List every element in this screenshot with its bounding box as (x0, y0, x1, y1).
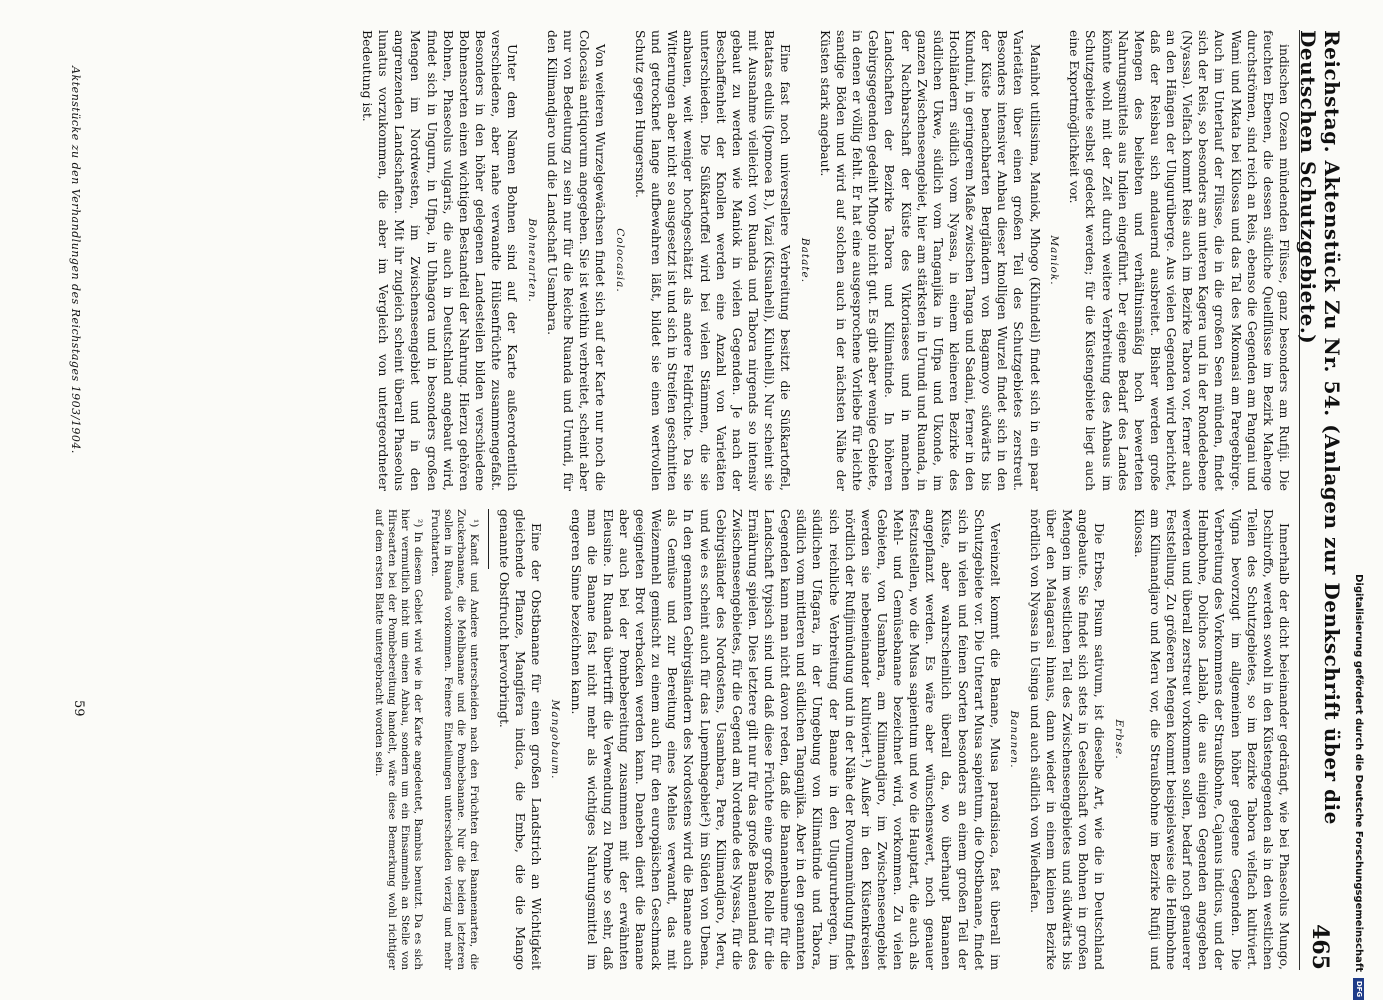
section-heading-batate: Batate. (798, 237, 811, 284)
footnote: ²) In diesem Gebiet wird wie in der Karte angedeutet, Bambus benutzt. Da es sich hier vermutlich nicht um einen Anbau, sondern um ein Einsammeln an Stelle von Hirsearten bei der Pombebereitung handelt, wäre diese Bemerkung wohl richtiger auf dem ersten Blatte untergebracht worden sein. (372, 509, 424, 970)
footnote-rule (488, 509, 489, 569)
section-heading-bohnenarten: Bohnenarten. (525, 218, 538, 303)
paragraph: Innerhalb der dicht beieinander gedrängt, wie bei Phaseolus Mungo, Dschiroffo, werden sowohl in den Küstengegenden als in den westlichen Teilen des Schutzgebietes, so im Bezirke Tabora vielfach kultiviert. Vigna bevorzugt im allgemeinen höher gelegene Gegenden. Die Verbreitung des Vorkommens der Straußbohne, Cajanus indicus, und der Helmbohne, Dolichos Lablab, die aus einigen Gegenden angegeben werden und überall zerstreut vorkommen sollen, bedarf noch genauerer Feststellung. Zu größeren Mengen kommt beispielsweise die Helmbohne am Kilimandjaro und Meru vor, die Straußbohne im Bezirke Rufiji und Kilossa. (1131, 509, 1292, 970)
dfg-logo-icon: DFG (1354, 978, 1365, 1000)
section-heading-bananen: Bananen. (1008, 710, 1021, 769)
footer-page-number: 59 (71, 700, 86, 717)
paragraph: Vereinzelt kommt die Banane, Musa paradisiaca, fast überall im Schutzgebiete vor. Die Unterart Musa sapientum, die Obstbanane, findet sich in vielen und feinen Sorten besonders an einem großen Teil der Küste, aber wahrscheinlich überall da, wo überhaupt Bananen angepflanzt werden. Es wäre aber wünschenswert, noch genauer festzustellen, wo die Musa sapientum und wo die Hauptart, die auch als Mehl- und Gemüsebanane bezeichnet wird, vorkommen. Zu vielen Gebieten, von Usambara, am Kilimandjaro, im Zwischenseengebiet werden sie nebeneinander kultiviert.¹) Außer in den Küstenkreisen nördlich der Rufijimündung und in der Nähe der Rovumamündung findet sich reichliche Verbreitung der Banane in den Ulugururbergen, im südlichen Ufagara, in der Umgebung von Kilimatinde und Tabora, südlich vom mittleren und südlichen Tanganjika. Aber in den genannten Gegenden kann man nicht davon reden, daß die Bananenbaume für die Landschaft typisch sind und daß diese Früchte eine große Rolle für die Ernährung spielen. Dies letztere gilt nur für das große Bananenland des Zwischenseengebietes, für die Gegend am Nordende des Nyassa, für die Gebirgsländer des Nordostens, Usambara, Pare, Kilimandjaro, Meru, und wie es scheint auch für das Lupembagebiet²) im Süden von Ubena. In den genannten Gebirgsländern des Nordostens wird die Banane auch als Gemüse und zur Bereitung eines Mehles verwandt, das mit Weizenmehl gemischt zu einem auch für den europäischen Geschmack geeigneten Brot verbacken werden kann. Daneben dient die Banane aber auch bei der Pombebereitung zusammen mit der erwähnten Eleusine. In Ruanda übertrifft die Verwendung zu Pombe so sehr, daß man die Banane fast nicht mehr als wichtiges Nahrungsmittel im engeren Sinne bezeichnen kann. (568, 509, 1003, 970)
paragraph: Manihot utilissima, Maniok, Mhogo (Kihindeli) findet sich in ein paar Varietäten über einen großen Teil des Schutzgebietes zerstreut. Besonders intensiver Anbau dieser knolligen Wurzel findet sich in den der Küste benachbarten Bergländern von Bagamoyo südwärts bis Kunduni, in geringerem Maße zwischen Tanga und Sadani, ferner in den Hochländern südlich vom Nyassa, in einem kleineren Bezirke des südlichen Ukwe, südlich vom Tanganjika in Ufipa und Ukonde, im ganzen Zwischenseengebiet, hier am stärksten in Urundi und Ruanda, in der Nachbarschaft der Küste des Viktoriasees und in manchen Landschaften der Bezirke Tabora und Kilimatinde. In höheren Gebirgsgegenden gedeiht Mhogo nicht gut. Es gibt aber wenige Gebiete, in denen er völlig fehlt. Er hat eine ausgesprochene Vorliebe für leichte sandige Böden und wird auf solchen auch in der nächsten Nähe der Küsten stark angebaut. (817, 30, 1043, 491)
paragraph: Eine der Obstbanane für einen großen Landstrich an Wichtigkeit gleichende Pflanze, Mangifera indica, die Embe, die die Mango genannte Obstfrucht hervorbringt. (496, 509, 544, 970)
paragraph: Eine fast noch universellere Verbreitung besitzt die Süßkartoffel, Batatas edulis (Ipomoea B.), Viazi (Kisuaheli), Kiluhelli). Nur scheint sie mit Ausnahme vielleicht von Ruanda und Tabora nirgends so intensiv gebaut zu werden wie Maniok in vielen Gegenden. Je nach der Beschaffenheit der Knollen werden eine Anzahl von Varietäten unterschieden. Die Süßkartoffel wird bei vielen Stämmen, die sie anbauen, weit weniger hochgeschätzt als andere Feldfrüchte. Da sie Witterungen aber nicht so ausgesetzt ist und sich in Streifen geschnitten und getrocknet lange aufbewahren läßt, bildet sie einen wertvollen Schutz gegen Hungersnot. (633, 30, 794, 491)
header-title: Reichstag. Aktenstück Zu Nr. 54. (Anlagen zur Denkschrift über die Deutschen Schutzgebiete.) (1296, 30, 1344, 825)
section-heading-colocasia: Colocasia. (613, 228, 626, 293)
header-page-number: 465 (1307, 924, 1333, 970)
paragraph: Die Erbse, Pisum sativum, ist dieselbe Art, wie die in Deutschland angebaute. Sie findet sich stets in Gesellschaft von Bohnen in großen Mengen im westlichen Teil des Zwischenseengebietes und südwärts bis über den Malagarasi hinaus, dann wieder in einem kleinen Bezirke nördlich von Nyassa in Usinga und auch südlich von Wiedhafen. (1027, 509, 1108, 970)
credit-text: Digitalisierung gefördert durch die Deutsche Forschungsgemeinschaft (1353, 574, 1365, 972)
text-columns (92, 30, 1292, 970)
footer-source: Aktenstücke zu den Verhandlungen des Reichstages 1903/1904. (69, 66, 82, 454)
column-right (92, 509, 1292, 970)
footnotes (371, 509, 480, 970)
footnote: ¹) Kandt und Andere unterscheiden nach den Früchten drei Bananenarten, die Zuckerbanane, die Mehlbanane und die Pombebanane. Nur die beiden letzteren sollen in Ruanda vorkommen. Feinere Einteilungen unterscheiden vierzig und mehr Fruchtarten. (429, 509, 481, 970)
paragraph: Von weiteren Wurzelgewächsen findet sich auf der Karte nur noch die Colocasia antiquorum angegeben. Sie ist weithin verbreitet, scheint aber nur von Bedeutung zu sein nur für die Reiche Ruanda und Urundi, für den Kilimandjaro und die Landschaft Usambara. (544, 30, 609, 491)
page-header (1296, 30, 1344, 970)
column-left (92, 30, 1292, 491)
section-heading-maniok: Maniok. (1048, 235, 1061, 286)
section-heading-mangobaum: Mangobaum. (549, 699, 562, 780)
paragraph: indischen Ozean mündenden Flüsse, ganz besonders am Rufiji. Die feuchten Ebenen, die dessen südliche Quellflüsse im Bezirk Mahenge durchströmen, sind reich an Reis, ebenso die Gegenden am Pangani und Wami und Mkata bei Kilossa und das Tal des Mkomasi am Paregebirge. Auch im Unterlauf der Flüsse, die in die großen Seen münden, findet sich der Reis, so besonders am unteren Kagera und in der Rondedebene (Nyassa). Vielfach kommt Reis auch im Bezirke Tabora vor, ferner auch an den Hängen der Ulugurüberge. Aus vielen Gegenden wird berichtet, daß der Reisbau sich andauernd ausbreitet. Bisher werden große Mengen des beliebten und verhältnismäßig hoch bewerteten Nahrungsmittels aus Indien eingeführt. Der eigene Bedarf des Landes könnte wohl mit der Zeit durch weitere Verbreitung des Anbaus im Schutzgebiete selbst gedeckt werden; für die Küstengebiete liegt auch eine Exportmöglichkeit vor. (1067, 30, 1292, 491)
section-heading-erbse: Erbse. (1112, 719, 1125, 760)
rotated-page (32, 0, 1352, 1000)
paragraph: Unter dem Namen Bohnen sind auf der Karte außerordentlich verschiedene, aber nahe verwandte Hülsenfrüchte zusammengefaßt. Besonders in den höher gelegenen Landesteilen bilden verschiedene Bohnensorten einen wichtigen Bestandteil der Nahrung. Hierzu gehören Bohnen, Phaseolus vulgaris, die auch in Deutschland angebaut wird, findet sich in Ungurn, in Ufipa, in Uhhagora und in besonders großen Mengen im Nordwesten, im Zwischenseengebiet und in den angrenzenden Landschaften. Mit ihr zugleich scheint überall Phaseolus lunatus vorzukommen, die aber im Vergleich von untergeordneter Bedeutung ist. (360, 30, 521, 491)
side-credit (1352, 0, 1366, 1000)
